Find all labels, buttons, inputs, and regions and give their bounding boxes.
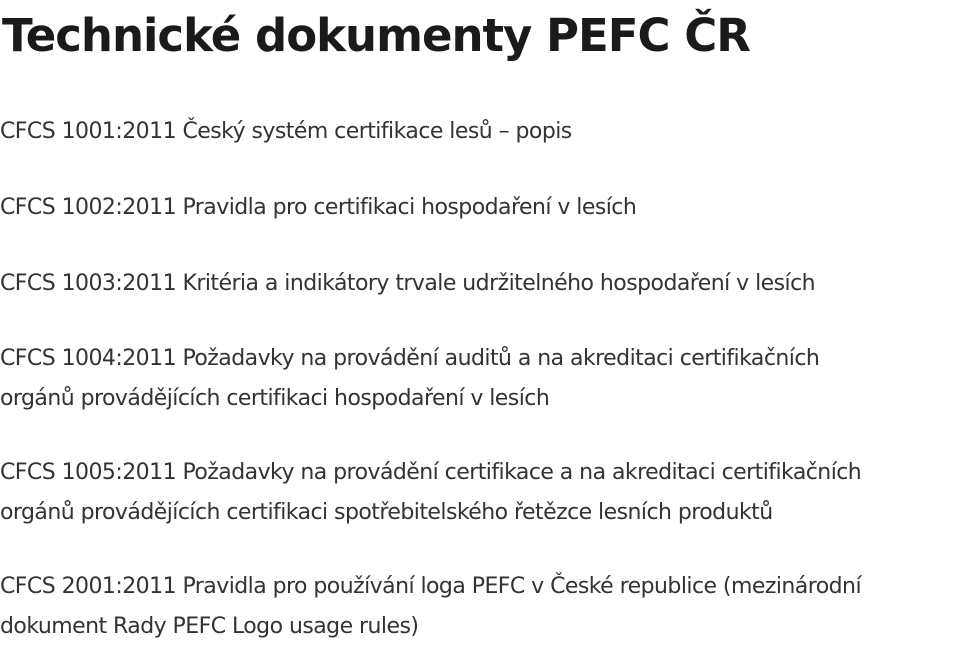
document-title-line: CFCS 1004:2011 Požadavky na provádění auditů a na akreditaci certifikačních [0, 346, 820, 371]
page-title: Technické dokumenty PEFC ČR [2, 9, 750, 62]
document-link-cfcs-1001[interactable] [0, 112, 960, 152]
document-link-text[interactable] [0, 188, 960, 228]
document-link-text[interactable] [0, 339, 960, 419]
document-title-line: orgánů provádějících certifikaci hospodaření v lesích [0, 386, 550, 411]
document-link-cfcs-1002[interactable] [0, 188, 960, 228]
document-title-line: CFCS 1001:2011 Český systém certifikace lesů – popis [0, 119, 572, 144]
document-link-text[interactable] [0, 112, 960, 152]
document-link-text[interactable] [0, 567, 960, 647]
document-link-cfcs-1005[interactable] [0, 453, 960, 533]
document-link-cfcs-2001[interactable] [0, 567, 960, 647]
document-title-line: CFCS 1005:2011 Požadavky na provádění certifikace a na akreditaci certifikačních [0, 460, 862, 485]
document-title-line: orgánů provádějících certifikaci spotřebitelského řetězce lesních produktů [0, 500, 773, 525]
document-title-line: CFCS 2001:2011 Pravidla pro používání loga PEFC v České republice (mezinárodní [0, 574, 862, 599]
document-title-line: CFCS 1003:2011 Kritéria a indikátory trvale udržitelného hospodaření v lesích [0, 271, 816, 296]
document-link-cfcs-1003[interactable] [0, 264, 960, 304]
document-link-cfcs-1004[interactable] [0, 339, 960, 419]
document-link-text[interactable] [0, 264, 960, 304]
document-title-line: CFCS 1002:2011 Pravidla pro certifikaci hospodaření v lesích [0, 195, 637, 220]
document-link-text[interactable] [0, 453, 960, 533]
document-title-line: dokument Rady PEFC Logo usage rules) [0, 614, 419, 639]
